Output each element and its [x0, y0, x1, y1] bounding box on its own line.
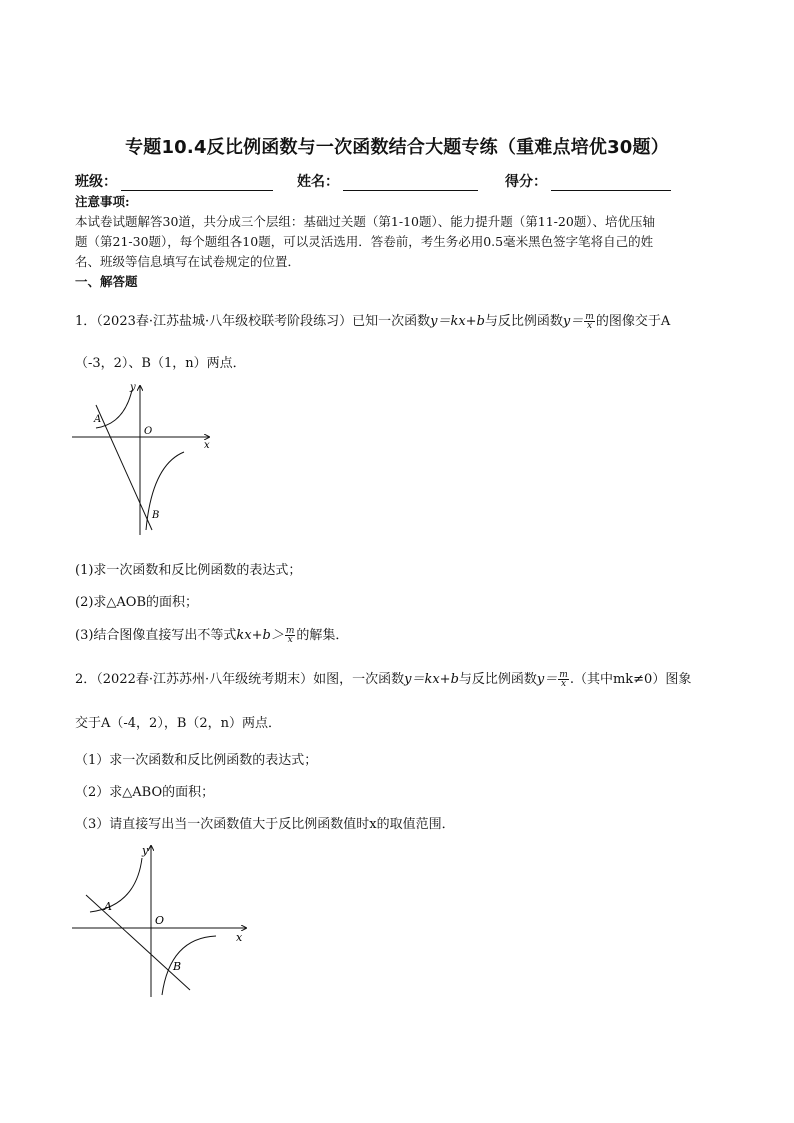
q2-y-label: y — [142, 844, 149, 857]
q2-sub1: （1）求一次函数和反比例函数的表达式； — [75, 753, 318, 768]
q1-fraction: $\frac{m}{x}$ — [585, 312, 594, 331]
q1-sub3-post: 的解集． — [296, 628, 349, 643]
notice-line-2: 题（第21-30题），每个题组各10题，可以灵活选用．答卷前，考生务必用0.5毫米黑色签字笔将自己的姓 — [75, 234, 654, 249]
q1-sub2: (2)求△AOB的面积； — [75, 595, 199, 610]
q2-linear-eq: y＝kx+b — [404, 672, 459, 687]
q1-sub1: (1)求一次函数和反比例函数的表达式； — [75, 563, 302, 578]
q1-origin-label: O — [144, 426, 153, 437]
class-label: 班级： — [75, 174, 117, 190]
q1-inverse-eq: y＝ — [562, 314, 584, 329]
class-blank[interactable] — [121, 176, 273, 191]
q2-stem — [75, 668, 691, 688]
q1-line — [96, 405, 152, 530]
q1-points: （-3，2）、B（1，n）两点． — [75, 356, 246, 371]
q1-sub3-ineq: kx+b＞ — [236, 628, 284, 643]
section-heading: 一、解答题 — [75, 274, 138, 289]
q2-inverse-eq: y＝ — [536, 672, 558, 687]
class-field[interactable] — [75, 171, 273, 191]
q2-graph — [66, 840, 256, 1000]
q2-tail: .（其中mk≠0）图象 — [569, 672, 692, 687]
score-label: 得分： — [505, 174, 547, 190]
q1-x-label: x — [204, 440, 210, 451]
q1-linear-eq: y＝kx+b — [430, 314, 485, 329]
notice-line-1: 本试卷试题解答30道，共分成三个层组：基础过关题（第1-10题）、能力提升题（第11-20题）、培优压轴 — [75, 214, 656, 229]
q2-hyperbola-branch-left — [90, 858, 142, 912]
q1-sub3-pre: (3)结合图像直接写出不等式 — [75, 628, 237, 643]
q1-hyperbola-branch-left — [96, 390, 132, 428]
q2-point-b-label: B — [173, 960, 182, 973]
q2-sub3: （3）请直接写出当一次函数值大于反比例函数值时x的取值范围． — [75, 817, 455, 832]
q1-sub3 — [75, 624, 348, 644]
q1-mid: 与反比例函数 — [484, 314, 563, 329]
notice-block — [75, 192, 715, 292]
score-blank[interactable] — [551, 176, 671, 191]
q2-intro: 2．（2022春·江苏苏州·八年级统考期末）如图，一次函数 — [75, 672, 405, 687]
q1-graph — [66, 380, 216, 540]
score-field[interactable] — [505, 171, 671, 191]
q2-line — [86, 895, 190, 990]
q1-y-label: y — [130, 382, 136, 393]
q2-points: 交于A（-4，2），B（2，n）两点． — [75, 716, 282, 731]
q2-sub2: （2）求△ABO的面积； — [75, 785, 215, 800]
q2-mid: 与反比例函数 — [458, 672, 537, 687]
name-field[interactable] — [297, 171, 478, 191]
name-blank[interactable] — [343, 176, 478, 191]
q2-hyperbola-branch-right — [162, 936, 216, 995]
q1-stem — [75, 310, 670, 330]
q2-point-a-label: A — [104, 900, 112, 913]
notice-line-3: 名、班级等信息填写在试卷规定的位置． — [75, 254, 301, 269]
q1-tail: 的图像交于A — [595, 314, 671, 329]
name-label: 姓名： — [297, 174, 339, 190]
q2-x-label: x — [236, 931, 243, 944]
q2-origin-label: O — [155, 914, 165, 927]
page-title: 专题10.4反比例函数与一次函数结合大题专练（重难点培优30题） — [125, 137, 669, 158]
q1-intro: 1．（2023春·江苏盐城·八年级校联考阶段练习）已知一次函数 — [75, 314, 431, 329]
q1-point-b-label: B — [152, 510, 160, 521]
q1-sub3-fraction: $\frac{m}{x}$ — [285, 626, 295, 645]
q1-point-a-label: A — [94, 414, 102, 425]
q2-fraction: $\frac{m}{x}$ — [559, 670, 568, 689]
notice-heading: 注意事项: — [75, 194, 130, 209]
